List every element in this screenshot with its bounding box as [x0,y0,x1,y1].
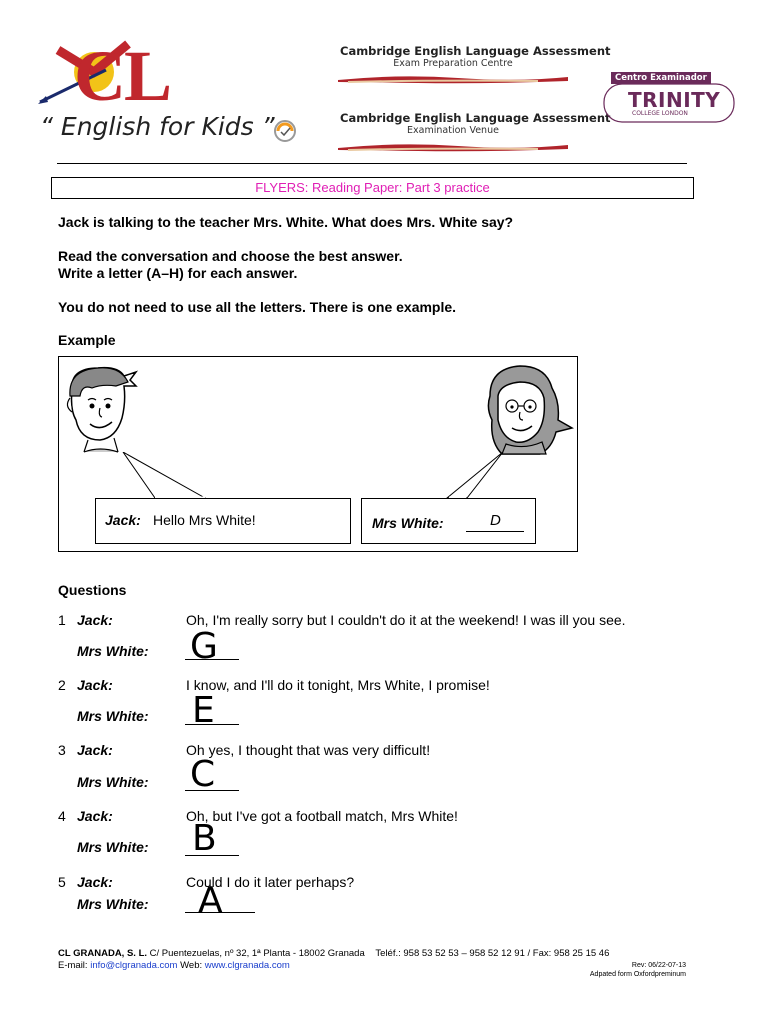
question-speaker: Jack: [77,677,113,693]
handwritten-answer: A [198,880,223,921]
handwritten-answer: B [192,818,217,859]
mrs-white-face-illustration [480,362,576,456]
example-heading: Example [58,332,116,348]
jack-face-illustration [62,362,142,454]
question-text: Oh, I'm really sorry but I couldn't do it at the weekend! I was ill you see. [186,612,626,628]
cambridge-title-1: Cambridge English Language Assessment [340,44,611,58]
question-number: 5 [58,874,66,890]
page-title: FLYERS: Reading Paper: Part 3 practice [255,180,490,195]
footer-address-line [58,948,609,959]
reply-label: Mrs White: [77,774,149,790]
instruction-line-4: You do not need to use all the letters. There is one example. [58,299,457,315]
brush-stroke-decoration [338,140,568,154]
cambridge-subtitle-1: Exam Preparation Centre [393,58,513,69]
handwritten-answer: C [190,754,216,795]
header-divider [57,163,687,164]
footer-company: CL GRANADA, S. L. [58,948,148,959]
cambridge-subtitle-2: Examination Venue [407,125,499,136]
mrs-white-label: Mrs White: [372,515,444,531]
handwritten-answer: G [190,626,218,667]
question-text: Could I do it later perhaps? [186,874,355,890]
question-number: 1 [58,612,66,628]
footer-adapted: Adpated form Oxfordpreminum [589,971,686,978]
footer-contact-line [58,960,290,971]
reply-label: Mrs White: [77,708,149,724]
jack-speech-bubble [95,498,351,544]
footer-phone: Teléf.: 958 53 52 53 – 958 52 12 91 / Fax: 958 25 15 46 [375,948,610,959]
reply-label: Mrs White: [77,643,149,659]
sgs-seal-icon [270,118,300,148]
footer-email-link[interactable]: info@clgranada.com [90,960,178,971]
question-text: I know, and I'll do it tonight, Mrs White, I promise! [186,677,490,693]
question-speaker: Jack: [77,742,113,758]
cl-logo-text: CL [74,36,171,116]
brush-stroke-decoration [338,72,568,86]
question-speaker: Jack: [77,808,113,824]
trinity-name: TRINITY [628,88,721,112]
trinity-subtitle: COLLEGE LONDON [632,110,688,117]
instruction-line-3: Write a letter (A–H) for each answer. [58,265,298,281]
example-answer: D [490,512,501,529]
instruction-line-2: Read the conversation and choose the best answer. [58,248,403,264]
footer-email-label: E-mail: [58,960,88,971]
question-speaker: Jack: [77,874,113,890]
jack-label: Jack: [105,512,141,528]
footer-address: C/ Puentezuelas, nº 32, 1ª Planta - 18002 Granada [149,948,365,959]
logo-tagline: “ English for Kids ” [40,112,275,141]
question-number: 4 [58,808,66,824]
trinity-tag: Centro Examinador [611,72,711,84]
footer-web-label: Web: [180,960,203,971]
jack-example-text: Hello Mrs White! [153,512,256,528]
question-text: Oh, but I've got a football match, Mrs White! [186,808,458,824]
question-text: Oh yes, I thought that was very difficult! [186,742,431,758]
example-answer-line [466,531,524,532]
speech-bubble-tails [95,452,535,500]
question-number: 3 [58,742,66,758]
questions-heading: Questions [58,582,127,598]
question-number: 2 [58,677,66,693]
cambridge-title-2: Cambridge English Language Assessment [340,111,611,125]
instruction-line-1: Jack is talking to the teacher Mrs. White. What does Mrs. White say? [58,214,514,230]
mrs-white-speech-bubble [361,498,536,544]
footer-revision: Rev: 06/22-07-13 [631,962,686,969]
title-box [51,177,694,199]
footer-web-link[interactable]: www.clgranada.com [204,960,290,971]
reply-label: Mrs White: [77,839,149,855]
reply-label: Mrs White: [77,896,149,912]
question-speaker: Jack: [77,612,113,628]
handwritten-answer: E [192,690,215,731]
